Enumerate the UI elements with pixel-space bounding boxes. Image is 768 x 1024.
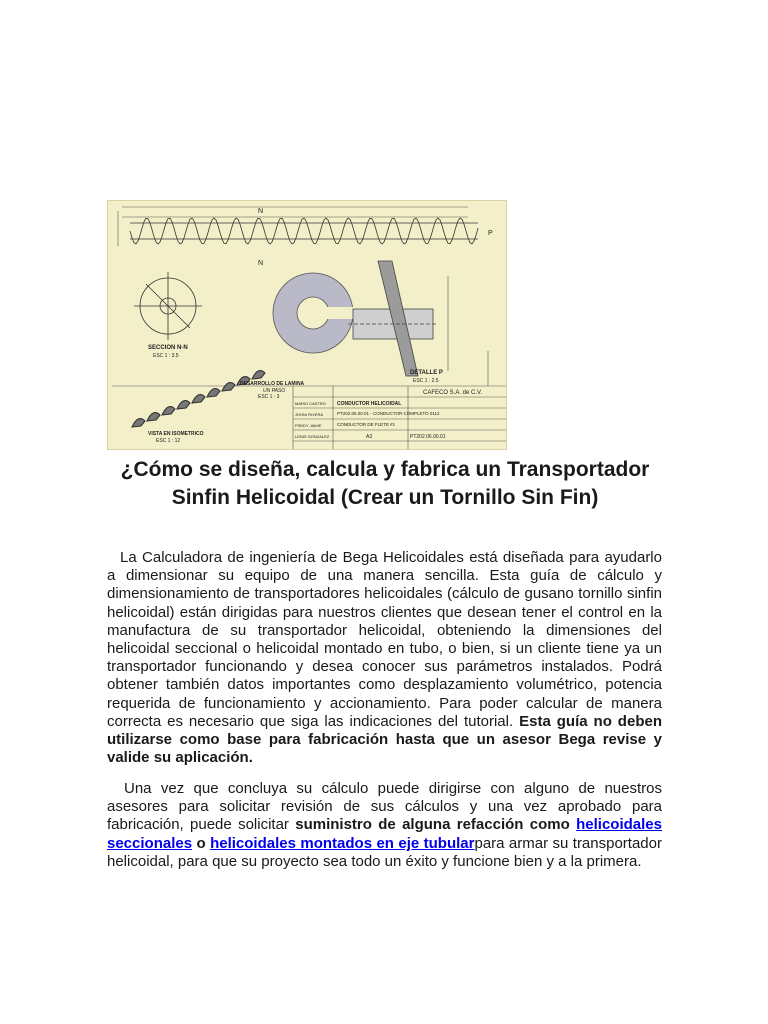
titleblock-desc2: CONDUCTOR DE FLETE #1	[337, 422, 396, 427]
titleblock-size: A3	[366, 434, 373, 440]
label-desarrollo: DESARROLLO DE LAMINA	[240, 381, 305, 387]
page-title: ¿Cómo se diseña, calcula y fabrica un Transportador Sinfin Helicoidal (Crear un Tornillo Sin Fin)	[120, 458, 650, 509]
label-seccion-scale: ESC 1 : 3.5	[153, 353, 179, 359]
label-n-top: N	[258, 208, 264, 215]
titleblock-name-1: MARIO CASTRO	[295, 401, 326, 406]
label-detalle-scale: ESC 1 : 2.5	[413, 378, 439, 384]
titleblock-number: PT202.06.00.01	[410, 434, 446, 440]
label-n-bottom: N	[258, 260, 264, 267]
titleblock-name-4: LENIS GONZALEZ	[295, 434, 330, 439]
contact-text-1: Una vez que concluya su cálculo puede dirigirse con alguno de nuestros asesores para solicitar revisión de sus cálculos y una vez aprobado para fabricación, puede solicitar	[107, 780, 662, 834]
label-desarrollo-scale: ESC 1 : 3	[258, 394, 280, 400]
contact-bold-2: o	[196, 834, 206, 852]
label-vista-scale: ESC 1 : 12	[156, 438, 181, 444]
technical-drawing	[107, 200, 507, 450]
intro-warning: Esta guía no deben utilizarse como base para fabricación hasta que un asesor Bega revise y valide su aplicación.	[107, 712, 662, 767]
label-desarrollo-sub: UN PASO	[263, 388, 286, 394]
titleblock-desc1: PT202.06.00.01 - CONDUCTOR COMPLETO 0112	[337, 411, 440, 416]
link-helicoidales-montados[interactable]: helicoidales montados en eje tubular	[210, 834, 475, 852]
intro-paragraph	[107, 549, 662, 767]
company-name: CAFECO S.A. de C.V.	[423, 390, 483, 396]
label-p: P	[488, 230, 493, 237]
contact-bold-1: suministro de alguna refacción como	[295, 816, 570, 834]
titleblock-title: CONDUCTOR HELICOIDAL	[337, 401, 402, 407]
link-helicoidales-seccionales[interactable]: helicoidales seccionales	[107, 816, 662, 852]
titleblock-name-3: FREDY JAIME	[295, 423, 322, 428]
label-seccion: SECCION N-N	[148, 345, 188, 351]
label-vista: VISTA EN ISOMETRICO	[148, 431, 204, 437]
contact-paragraph	[107, 780, 662, 871]
label-detalle: DETALLE P	[410, 370, 443, 376]
contact-text-2: para armar su transportador helicoidal, para que su proyecto sea todo un éxito y funcione bien y a la primera.	[107, 834, 662, 870]
titleblock-name-2: JHONI RIVERA	[295, 412, 324, 417]
intro-text: La Calculadora de ingeniería de Bega Helicoidales está diseñada para ayudarlo a dimensionar su equipo de una manera sencilla. Esta guía de cálculo y dimensionamiento de transportadores helicoidales (cálculo de gusano tornillo sinfin helicoidal) están dirigidas para nuestros clientes que desean tener el control en la manufactura de su transportador helicoidal, obteniendo la dimensiones del helicoidal seccional o helicoidal montado en tubo, o bien, si un cliente tiene ya un transportador funcionando y desea conocer sus parámetros instalados. Podrá obtener también datos importantes como desplazamiento volumétrico, potencia requerida de funcionamiento y accionamiento. Para poder calcular de manera correcta es necesario que siga las indicaciones del tutorial.	[107, 549, 662, 730]
